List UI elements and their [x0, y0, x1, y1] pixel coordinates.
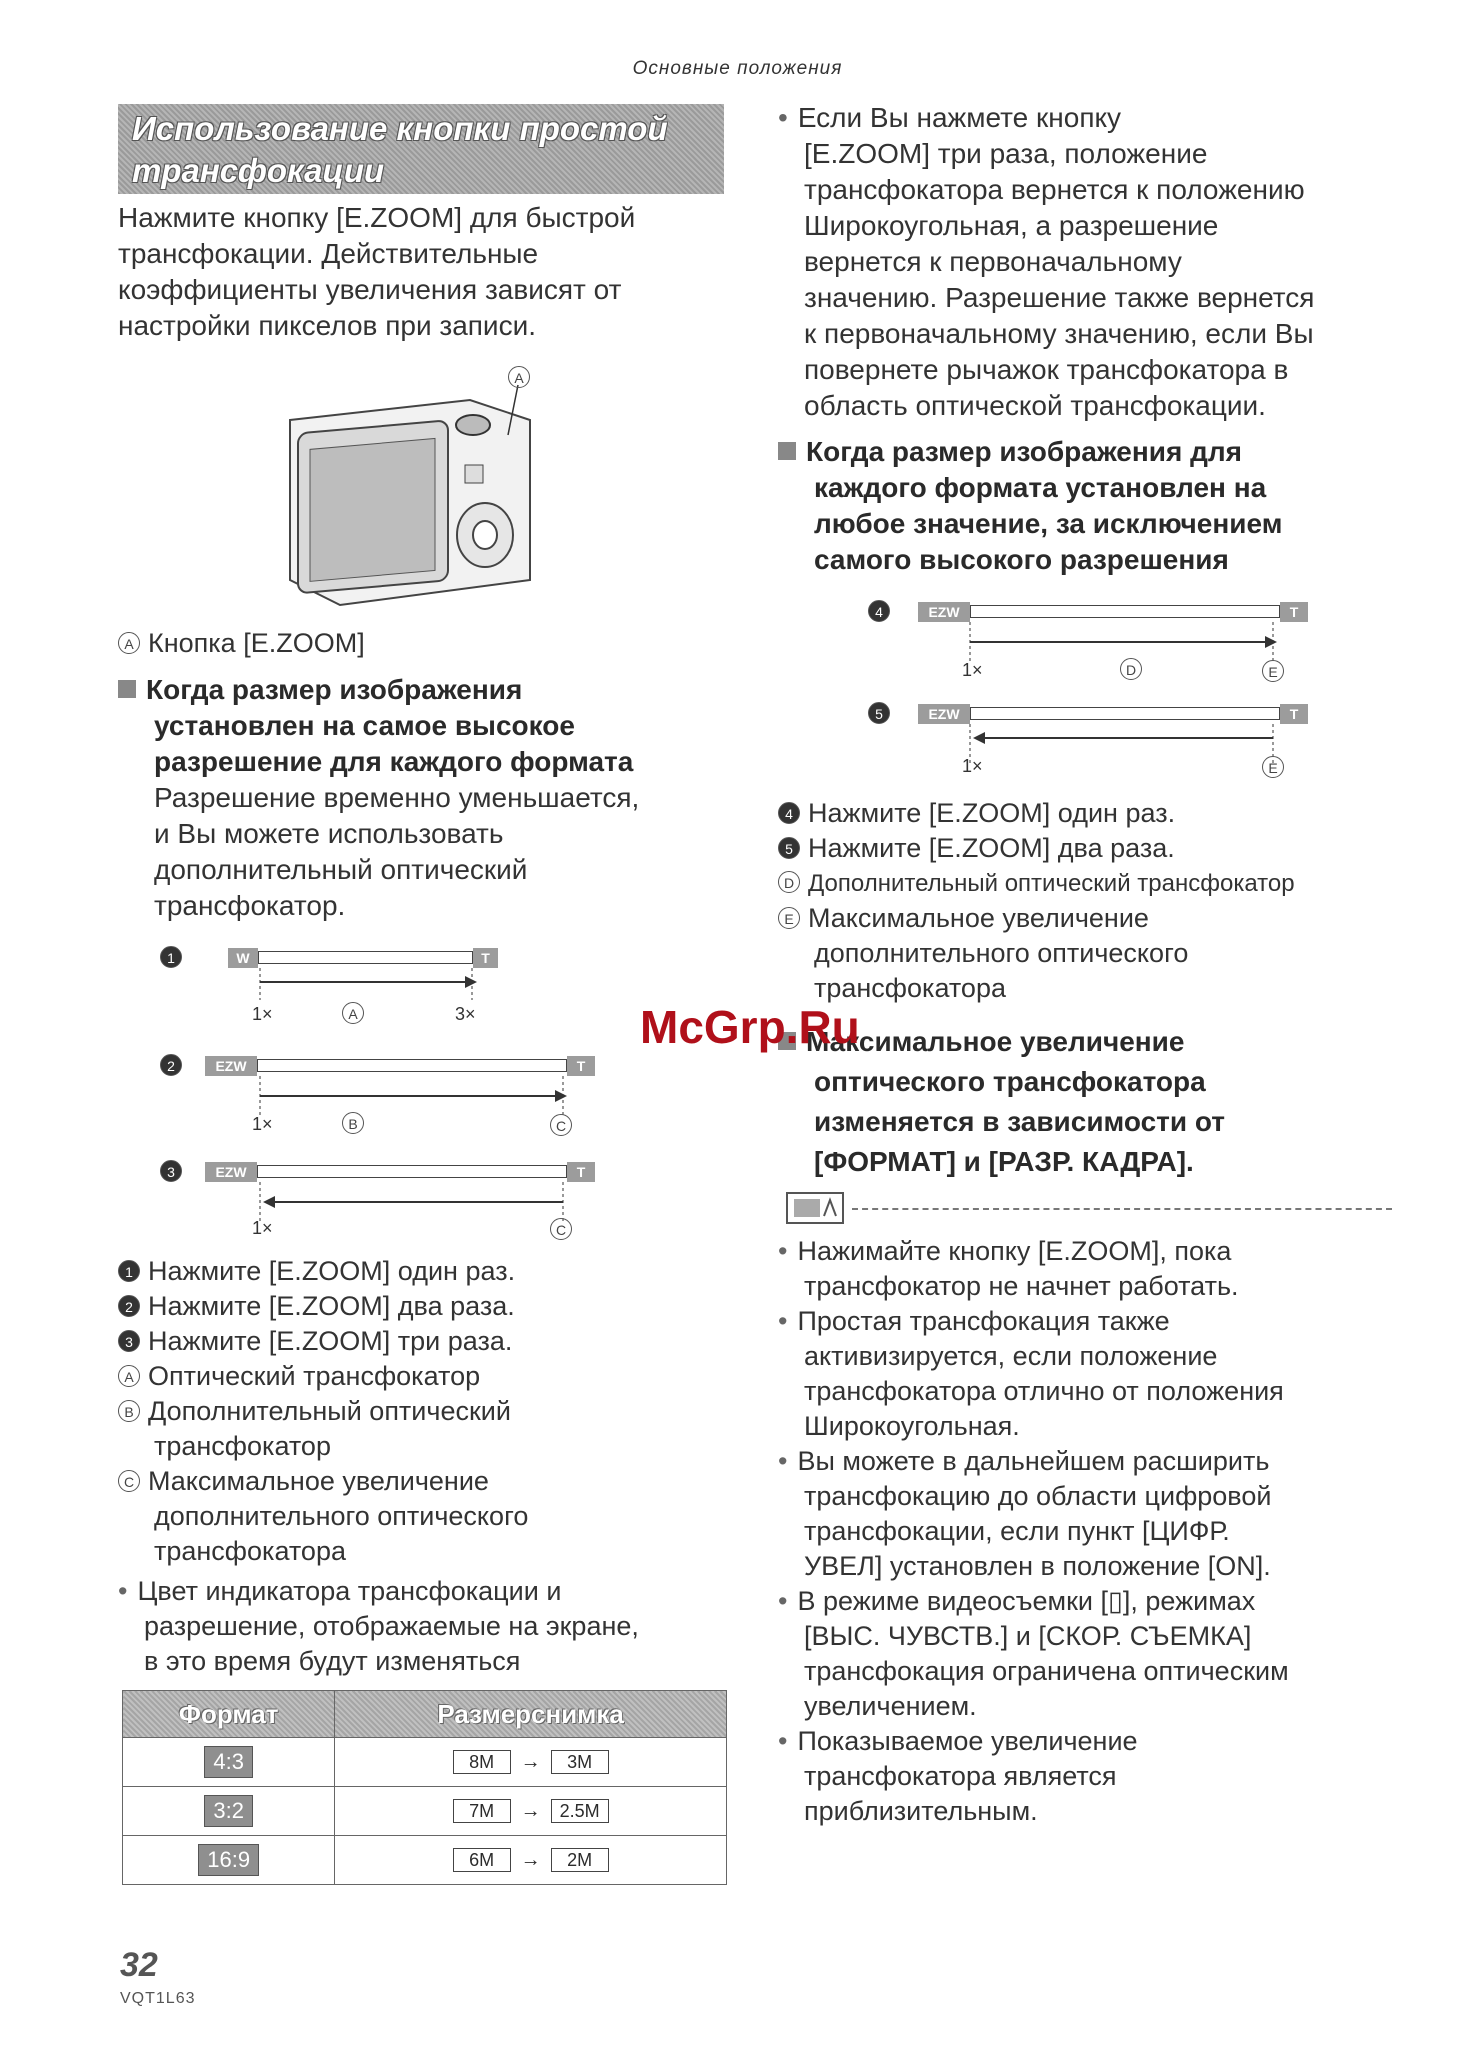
section3-heading: Максимальное увеличение оптического трансфокатора изменяется в зависимости от [ФОРМАТ] и [РАЗР. КАДРА].	[778, 1022, 1418, 1182]
table-row: 4:3 8M → 3M	[123, 1738, 727, 1787]
section-title: Использование кнопки простой трансфокации	[118, 104, 724, 194]
note-icon	[786, 1192, 846, 1226]
right-bullet-1: • Если Вы нажмете кнопку [E.ZOOM] три раза, положение трансфокатора вернется к положению Широкоугольная, а разрешение вернется к первоначальному значению. Разрешение также вернется к первоначальному значению, если Вы повернете рычажок трансфокатора в область оптической трансфокации.	[778, 102, 1315, 421]
page-header: Основные положения	[632, 58, 843, 79]
format-size-table	[122, 1690, 727, 1885]
table-row: 3:2 7M → 2.5M	[123, 1787, 727, 1836]
table-header-format: Формат	[123, 1691, 335, 1738]
section1-heading: Когда размер изображения установлен на самое высокое разрешение для каждого формата	[118, 672, 738, 780]
section1-text: Разрешение временно уменьшается, и Вы можете использовать дополнительный оптический трансфокатор.	[154, 782, 640, 921]
doc-code: VQT1L63	[120, 1990, 196, 2007]
left-note: • Цвет индикатора трансфокации и разрешение, отображаемые на экране, в это время будут изменяться	[118, 1576, 639, 1676]
right-steps-list: 4 Нажмите [E.ZOOM] один раз. 5 Нажмите [E.ZOOM] два раза. D Дополнительный оптический трансфокатор E Максимальное увеличение дополнительного оптического трансфокатора	[778, 796, 1438, 1006]
table-header-size: Размерснимка	[335, 1691, 727, 1738]
right-notes: • Нажимайте кнопку [E.ZOOM], пока трансфокатор не начнет работать. • Простая трансфокация также активизируется, если положение трансфокатора отлично от положения Широкоугольная. • Вы можете в дальнейшем расширить трансфокацию до области цифровой трансфокации, если пункт [ЦИФР. УВЕЛ] установлен в положение [ON]. • В режиме видеосъемки [▯], режимах [ВЫС. ЧУВСТВ.] и [СКОР. СЪЕМКА] трансфокация ограничена оптическим увеличением. • Показываемое увеличение трансфокатора является приблизительным.	[778, 1236, 1289, 1826]
note-divider	[852, 1208, 1392, 1210]
watermark: McGrp.Ru	[640, 1001, 860, 1053]
section2-heading: Когда размер изображения для каждого формата установлен на любое значение, за исключением самого высокого разрешения	[778, 434, 1418, 578]
intro-text: Нажмите кнопку [E.ZOOM] для быстрой трансфокации. Действительные коэффициенты увеличения зависят от настройки пикселов при записи.	[118, 202, 636, 341]
caption-row: A Кнопка [E.ZOOM]	[118, 626, 365, 661]
page-number: 32	[120, 1946, 158, 1984]
left-steps-list: 1 Нажмите [E.ZOOM] один раз. 2 Нажмите [E.ZOOM] два раза. 3 Нажмите [E.ZOOM] три раза. A Оптический трансфокатор B Дополнительный оптический трансфокатор C Максимальное увеличение дополнительного оптического трансфокатора	[118, 1254, 738, 1569]
camera-callout: A	[508, 366, 538, 391]
camera-illustration	[280, 360, 560, 610]
table-row: 16:9 6M → 2M	[123, 1836, 727, 1885]
